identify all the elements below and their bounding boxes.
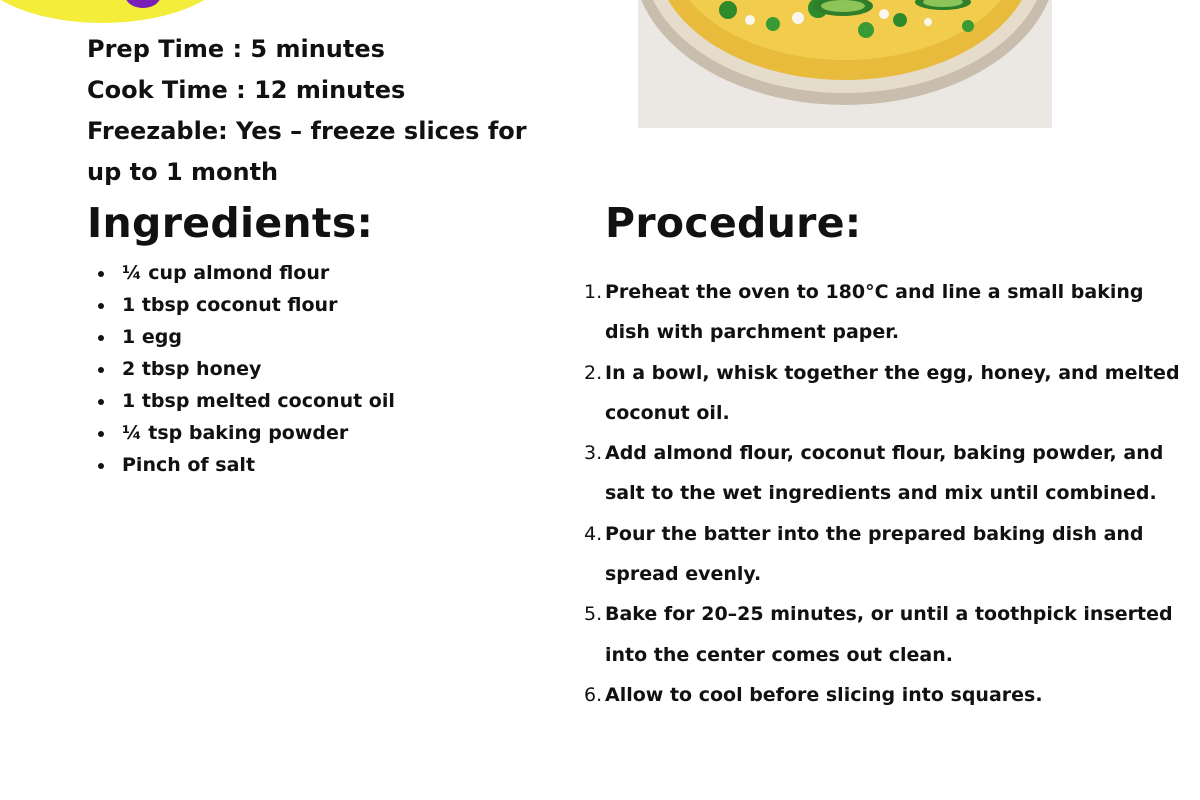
ingredients-list bbox=[87, 257, 395, 481]
ingredient-text: 2 tbsp honey bbox=[122, 358, 262, 380]
ingredient-item bbox=[87, 257, 395, 289]
ingredient-item bbox=[87, 353, 395, 385]
step-text: Add almond flour, coconut flour, baking powder, and salt to the wet ingredients and mix until combined. bbox=[605, 442, 1164, 505]
bullet-icon bbox=[98, 303, 104, 309]
ingredient-item bbox=[87, 417, 395, 449]
procedure-list bbox=[560, 272, 1180, 715]
step-number: 1. bbox=[584, 281, 603, 303]
step-number: 2. bbox=[584, 361, 603, 384]
step-number: 3. bbox=[584, 442, 603, 465]
bullet-icon bbox=[98, 335, 104, 341]
ingredient-text: ¼ cup almond flour bbox=[122, 262, 330, 284]
bullet-icon bbox=[98, 399, 104, 405]
procedure-step bbox=[560, 594, 1180, 675]
step-text: Allow to cool before slicing into squares. bbox=[605, 683, 1043, 706]
ingredient-item bbox=[87, 385, 395, 417]
ingredient-text: 1 tbsp coconut flour bbox=[122, 294, 338, 316]
bullet-icon bbox=[98, 367, 104, 373]
cook-time: Cook Time : 12 minutes bbox=[87, 76, 406, 104]
prep-time: Prep Time : 5 minutes bbox=[87, 35, 385, 63]
dish-photo-illustration bbox=[638, 0, 1052, 128]
ingredient-text: 1 egg bbox=[122, 326, 182, 348]
ingredient-item bbox=[87, 289, 395, 321]
bullet-icon bbox=[98, 271, 104, 277]
procedure-step bbox=[560, 433, 1180, 514]
procedure-step bbox=[560, 514, 1180, 595]
ingredient-text: ¼ tsp baking powder bbox=[122, 422, 349, 444]
procedure-step bbox=[560, 353, 1180, 434]
step-number: 5. bbox=[584, 603, 603, 626]
freezable-note: Freezable: Yes – freeze slices for up to 1 month bbox=[87, 117, 527, 186]
ingredient-item bbox=[87, 321, 395, 353]
ingredient-text: Pinch of salt bbox=[122, 454, 256, 476]
ingredient-item bbox=[87, 449, 395, 481]
step-number: 4. bbox=[584, 522, 603, 545]
procedure-heading: Procedure: bbox=[605, 199, 862, 247]
yellow-blob-decoration bbox=[0, 0, 235, 23]
bullet-icon bbox=[98, 431, 104, 437]
ingredient-text: 1 tbsp melted coconut oil bbox=[122, 390, 395, 412]
procedure-step bbox=[560, 675, 1180, 715]
recipe-meta bbox=[87, 29, 567, 193]
step-text: Pour the batter into the prepared baking dish and spread evenly. bbox=[605, 522, 1144, 586]
step-number: 6. bbox=[584, 683, 603, 706]
procedure-step bbox=[560, 272, 1180, 353]
step-text: In a bowl, whisk together the egg, honey, and melted coconut oil. bbox=[605, 361, 1180, 424]
dish-photo bbox=[638, 0, 1052, 128]
ingredients-heading: Ingredients: bbox=[87, 199, 374, 247]
step-text: Preheat the oven to 180°C and line a small baking dish with parchment paper. bbox=[605, 281, 1144, 344]
bullet-icon bbox=[98, 463, 104, 469]
step-text: Bake for 20–25 minutes, or until a toothpick inserted into the center comes out clean. bbox=[605, 603, 1173, 666]
